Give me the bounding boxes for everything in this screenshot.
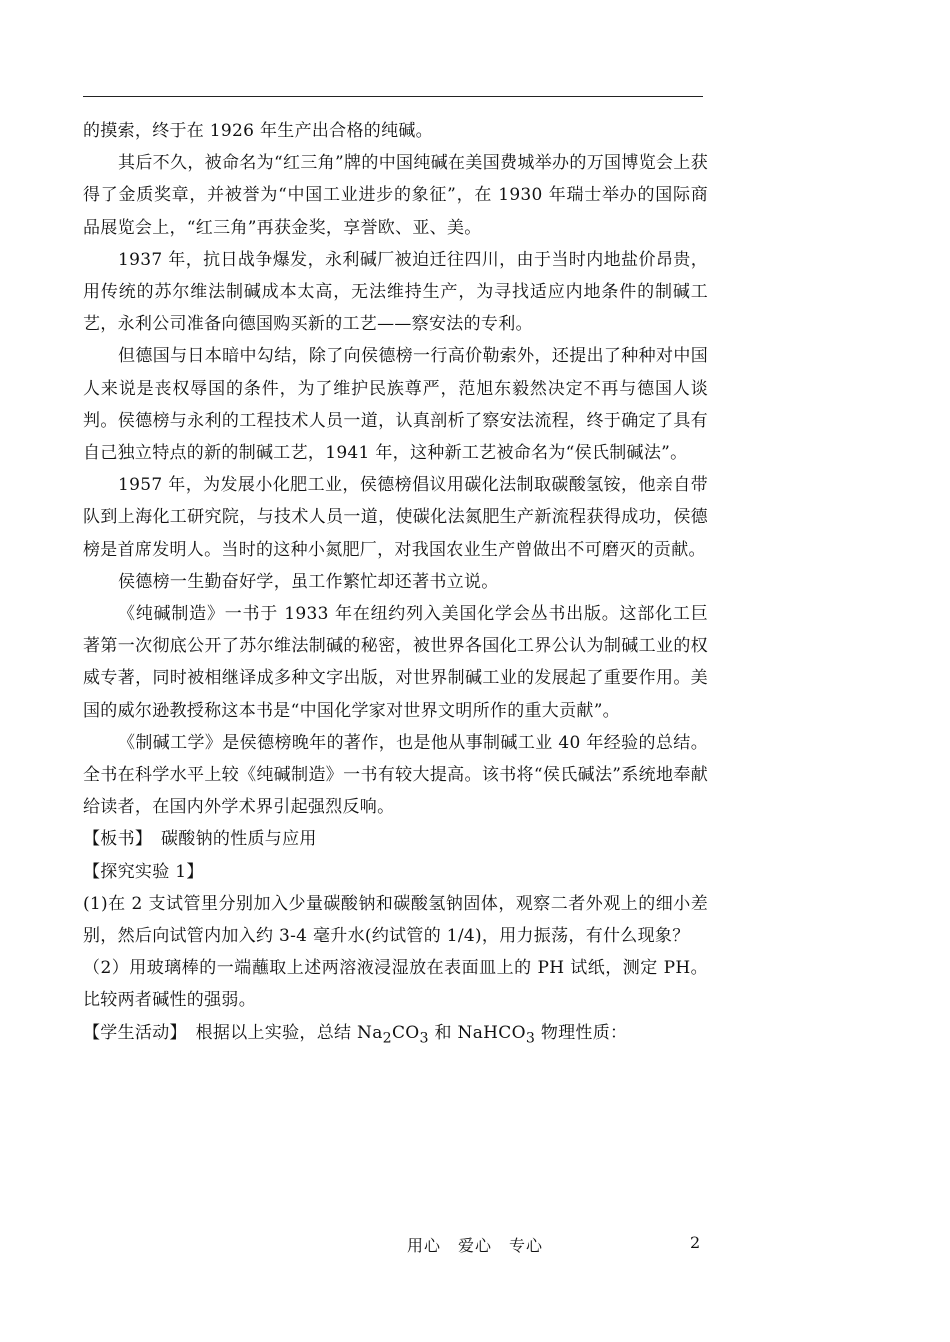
subscript: 3: [525, 1030, 536, 1047]
paragraph: 《纯碱制造》一书于 1933 年在纽约列入美国化学会丛书出版。这部化工巨著第一次彻底公开了苏尔维法制碱的秘密，被世界各国化工界公认为制碱工业的权威专著，同时被相继译成多种文字出版，对世界制碱工业的发展起了重要作用。美国的威尔逊教授称这本书是“中国化学家对世界文明所作的重大贡献”。: [83, 604, 708, 721]
paragraph: 1937 年，抗日战争爆发，永利碱厂被迫迁往四川，由于当时内地盐价昂贵，用传统的苏尔维法制碱成本太高，无法维持生产，为寻找适应内地条件的制碱工艺，永利公司准备向德国购买新的工艺——察安法的专利。: [83, 249, 708, 335]
paragraph: 的摸索，终于在 1926 年生产出合格的纯碱。: [83, 121, 433, 141]
paragraph: 但德国与日本暗中勾结，除了向侯德榜一行高价勒索外，还提出了种种对中国人来说是丧权辱国的条件，为了维护民族尊严，范旭东毅然决定不再与德国人谈判。侯德榜与永利的工程技术人员一道，认真剖析了察安法流程，终于确定了具有自己独立特点的新的制碱工艺，1941 年，这种新工艺被命名为“侯氏制碱法”。: [83, 346, 708, 464]
paragraph: 其后不久，被命名为“红三角”牌的中国纯碱在美国费城举办的万国博览会上获得了金质奖章，并被誉为“中国工业进步的象征”，在 1930 年瑞士举办的国际商品展览会上，“红三角”再获金奖，享誉欧、亚、美。: [83, 153, 708, 238]
experiment-heading: 【探究实验 1】: [83, 861, 204, 882]
document-body: [83, 115, 708, 1054]
board-heading: 【板书】 碳酸钠的性质与应用: [83, 829, 317, 850]
activity-label: 【学生活动】: [83, 1022, 179, 1043]
footer-motto: 用心 爱心 专心: [406, 1236, 543, 1255]
student-activity: [83, 1017, 708, 1055]
activity-text: 和 NaHCO: [428, 1022, 526, 1043]
experiment-step-1: (1)在 2 支试管里分别加入少量碳酸钠和碳酸氢钠固体，观察二者外观上的细小差别，然后向试管内加入约 3-4 毫升水(约试管的 1/4)，用力振荡，有什么现象？: [83, 893, 708, 947]
paragraph: 《制碱工学》是侯德榜晚年的著作，也是他从事制碱工业 40 年经验的总结。全书在科学水平上较《纯碱制造》一书有较大提高。该书将“侯氏碱法”系统地奉献给读者，在国内外学术界引起强烈反响。: [83, 732, 708, 818]
activity-text: CO: [391, 1022, 420, 1043]
subscript: 3: [419, 1030, 429, 1047]
header-rule: [83, 96, 703, 97]
paragraph: 1957 年，为发展小化肥工业，侯德榜倡议用碳化法制取碳酸氢铵，他亲自带队到上海化工研究院，与技术人员一道，使碳化法氮肥生产新流程获得成功，侯德榜是首席发明人。当时的这种小氮肥厂，对我国农业生产曾做出不可磨灭的贡献。: [83, 475, 708, 560]
subscript: 2: [382, 1030, 392, 1047]
activity-text: 物理性质：: [535, 1022, 628, 1043]
experiment-step-2: （2）用玻璃棒的一端蘸取上述两溶液浸湿放在表面皿上的 PH 试纸，测定 PH。比较两者碱性的强弱。: [83, 958, 708, 1011]
paragraph: 侯德榜一生勤奋好学，虽工作繁忙却还著书立说。: [118, 571, 499, 592]
page-number: 2: [690, 1233, 701, 1252]
activity-text: 根据以上实验，总结 Na: [178, 1022, 383, 1043]
